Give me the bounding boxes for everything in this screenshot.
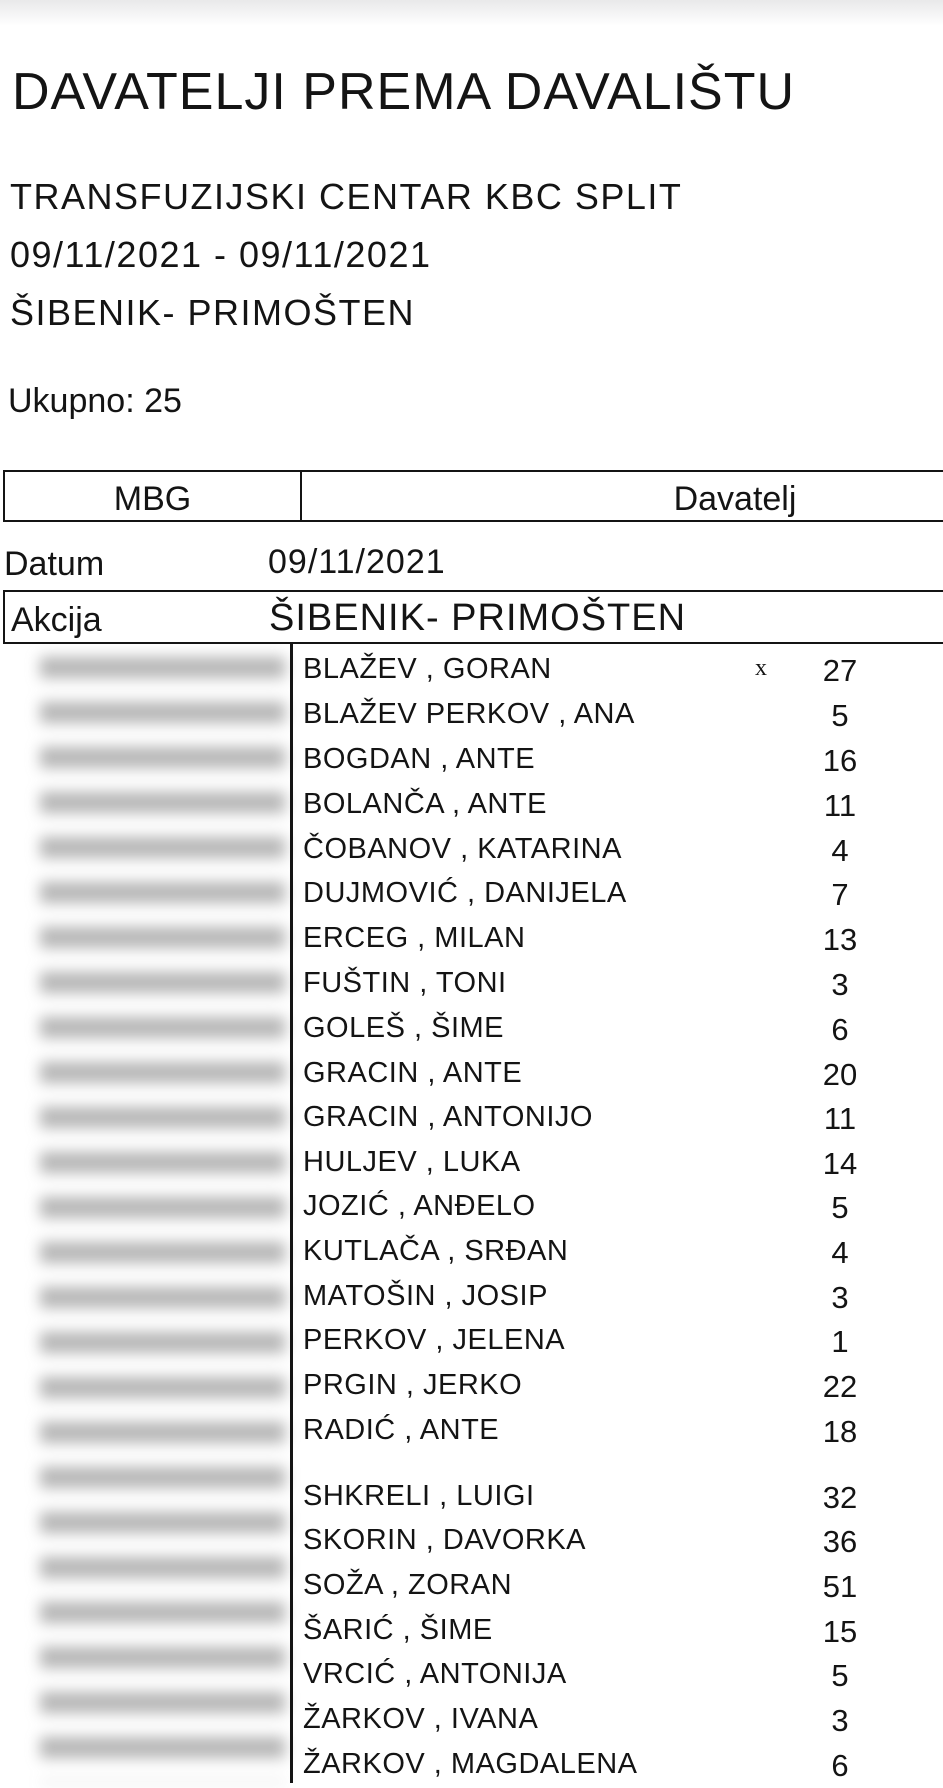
donation-count: 6 bbox=[831, 1748, 849, 1783]
donor-name: BLAŽEV , GORAN bbox=[303, 653, 552, 685]
donation-count: 4 bbox=[831, 833, 849, 868]
donor-name: ŽARKOV , MAGDALENA bbox=[303, 1748, 638, 1780]
donation-count: 32 bbox=[822, 1480, 858, 1515]
donor-name: ŽARKOV , IVANA bbox=[303, 1703, 539, 1735]
table-row bbox=[300, 1480, 900, 1520]
donor-name: VRCIĆ , ANTONIJA bbox=[303, 1658, 567, 1690]
date-range: 09/11/2021 - 09/11/2021 bbox=[10, 234, 432, 275]
column-header-donor: Davatelj bbox=[673, 480, 797, 518]
donation-count: 51 bbox=[822, 1569, 858, 1604]
donor-name: GRACIN , ANTONIJO bbox=[303, 1101, 593, 1133]
datum-value: 09/11/2021 bbox=[268, 543, 446, 581]
table-row bbox=[300, 1280, 900, 1320]
donor-name: PRGIN , JERKO bbox=[303, 1369, 523, 1401]
donation-count: 7 bbox=[831, 877, 849, 912]
table-row bbox=[300, 833, 900, 873]
table-row bbox=[300, 1101, 900, 1141]
donor-name: JOZIĆ , ANĐELO bbox=[303, 1190, 536, 1222]
donor-name: BOLANČA , ANTE bbox=[303, 788, 547, 820]
donor-name: DUJMOVIĆ , DANIJELA bbox=[303, 877, 627, 909]
donor-name: HULJEV , LUKA bbox=[303, 1146, 521, 1178]
table-row bbox=[300, 1614, 900, 1654]
column-divider bbox=[290, 644, 293, 1783]
table-row bbox=[300, 698, 900, 738]
donor-name: FUŠTIN , TONI bbox=[303, 967, 507, 999]
donor-name: MATOŠIN , JOSIP bbox=[303, 1280, 548, 1312]
donation-count: 27 bbox=[822, 653, 858, 688]
donation-count: 14 bbox=[822, 1146, 858, 1181]
table-row bbox=[300, 1057, 900, 1097]
table-row bbox=[300, 1748, 900, 1788]
table-row bbox=[300, 1414, 900, 1454]
donation-count: 18 bbox=[822, 1414, 858, 1449]
table-row bbox=[300, 1235, 900, 1275]
donor-name: ŠARIĆ , ŠIME bbox=[303, 1614, 493, 1646]
donation-count: 6 bbox=[831, 1012, 849, 1047]
donor-name: SOŽA , ZORAN bbox=[303, 1569, 513, 1601]
donation-count: 3 bbox=[831, 1703, 849, 1738]
location-name: ŠIBENIK- PRIMOŠTEN bbox=[10, 292, 416, 333]
donation-count: 1 bbox=[831, 1324, 849, 1359]
redacted-mbg-column bbox=[40, 646, 285, 1783]
table-row bbox=[300, 1012, 900, 1052]
akcija-label: Akcija bbox=[11, 601, 102, 639]
donor-name: GOLEŠ , ŠIME bbox=[303, 1012, 504, 1044]
donation-count: 3 bbox=[831, 1280, 849, 1315]
donation-count: 3 bbox=[831, 967, 849, 1002]
table-row bbox=[300, 788, 900, 828]
donor-name: SHKRELI , LUIGI bbox=[303, 1480, 535, 1512]
scan-top-shadow bbox=[0, 0, 943, 26]
donation-count: 5 bbox=[831, 1190, 849, 1225]
table-row bbox=[300, 1569, 900, 1609]
table-row bbox=[300, 922, 900, 962]
table-row bbox=[300, 1324, 900, 1364]
table-row bbox=[300, 653, 900, 693]
donor-name: BLAŽEV PERKOV , ANA bbox=[303, 698, 635, 730]
table-row bbox=[300, 1703, 900, 1743]
donation-count: 15 bbox=[822, 1614, 858, 1649]
donation-count: 11 bbox=[823, 1101, 857, 1136]
table-row bbox=[300, 1146, 900, 1186]
table-header bbox=[3, 470, 943, 522]
column-header-mbg: MBG bbox=[113, 480, 192, 518]
donation-count: 36 bbox=[822, 1524, 858, 1559]
donor-name: GRACIN , ANTE bbox=[303, 1057, 523, 1089]
table-row bbox=[300, 877, 900, 917]
donation-count: 13 bbox=[822, 922, 858, 957]
akcija-value: ŠIBENIK- PRIMOŠTEN bbox=[269, 597, 687, 639]
donor-name: RADIĆ , ANTE bbox=[303, 1414, 500, 1446]
donation-count: 11 bbox=[823, 788, 857, 823]
akcija-row bbox=[3, 590, 943, 644]
table-row bbox=[300, 1190, 900, 1230]
donation-count: 4 bbox=[831, 1235, 849, 1270]
donor-name: PERKOV , JELENA bbox=[303, 1324, 566, 1356]
datum-label: Datum bbox=[4, 545, 105, 583]
total-count: Ukupno: 25 bbox=[8, 382, 182, 420]
donation-count: 20 bbox=[822, 1057, 858, 1092]
document-title: DAVATELJI PREMA DAVALIŠTU bbox=[12, 63, 796, 121]
donor-name: SKORIN , DAVORKA bbox=[303, 1524, 587, 1556]
table-row bbox=[300, 1658, 900, 1698]
donor-mark: x bbox=[755, 655, 767, 681]
donation-count: 5 bbox=[831, 698, 849, 733]
donation-count: 22 bbox=[822, 1369, 858, 1404]
table-row bbox=[300, 967, 900, 1007]
header-divider bbox=[300, 472, 302, 522]
table-row bbox=[300, 1369, 900, 1409]
table-row bbox=[300, 743, 900, 783]
donor-name: KUTLAČA , SRĐAN bbox=[303, 1235, 569, 1267]
donation-count: 5 bbox=[831, 1658, 849, 1693]
donor-name: ERCEG , MILAN bbox=[303, 922, 526, 954]
table-row bbox=[300, 1524, 900, 1564]
donor-name: ČOBANOV , KATARINA bbox=[303, 833, 622, 865]
donation-count: 16 bbox=[822, 743, 858, 778]
donor-name: BOGDAN , ANTE bbox=[303, 743, 536, 775]
center-name: TRANSFUZIJSKI CENTAR KBC SPLIT bbox=[10, 176, 683, 217]
